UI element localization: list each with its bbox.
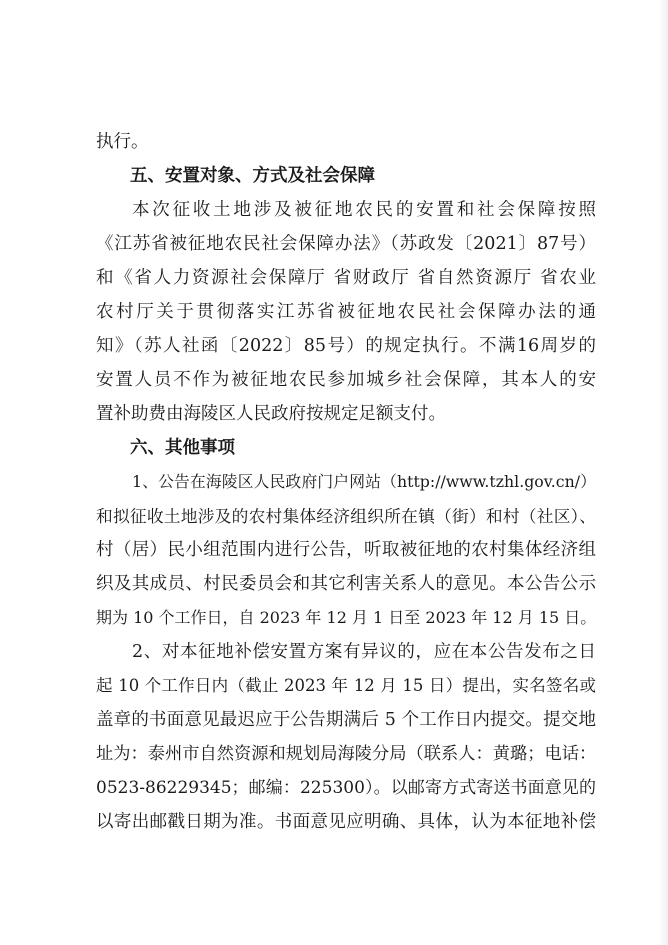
paragraph-line: 知》（苏人社函〔2022〕85号）的规定执行。不满16周岁的 bbox=[96, 336, 596, 356]
paragraph-line: 本次征收土地涉及被征地农民的安置和社会保障按照 bbox=[132, 200, 596, 220]
paragraph-line: 0523-86229345；邮编：225300）。以邮寄方式寄送书面意见的 bbox=[96, 778, 596, 798]
text-line-continuation: 执行。 bbox=[96, 132, 149, 152]
paragraph-line: 2、对本征地补偿安置方案有异议的，应在本公告发布之日 bbox=[132, 642, 596, 662]
paragraph-line: 起 10 个工作日内（截止 2023 年 12 月 15 日）提出，实名签名或 bbox=[96, 676, 596, 695]
page-edge-shadow bbox=[658, 0, 668, 945]
paragraph-line: 址为：泰州市自然资源和规划局海陵分局（联系人：黄璐；电话： bbox=[96, 744, 596, 764]
section-heading-6: 六、其他事项 bbox=[130, 438, 235, 458]
paragraph-line: 和《省人力资源社会保障厅 省财政厅 省自然资源厅 省农业 bbox=[96, 268, 596, 288]
paragraph-line: 安置人员不作为被征地农民参加城乡社会保障，其本人的安 bbox=[96, 370, 596, 390]
paragraph-line: 期为 10 个工作日，自 2023 年 12 月 1 日至 2023 年 12 月 15 日。 bbox=[96, 608, 596, 627]
paragraph-line: 置补助费由海陵区人民政府按规定足额支付。 bbox=[96, 404, 446, 424]
paragraph-line: 盖章的书面意见最迟应于公告期满后 5 个工作日内提交。提交地 bbox=[96, 710, 596, 730]
paragraph-line: 《江苏省被征地农民社会保障办法》（苏政发〔2021〕87号） bbox=[96, 234, 596, 254]
paragraph-line: 织及其成员、村民委员会和其它利害关系人的意见。本公告公示 bbox=[96, 574, 596, 594]
paragraph-line: 以寄出邮戳日期为准。书面意见应明确、具体，认为本征地补偿 bbox=[96, 812, 596, 832]
paragraph-line: 村（居）民小组范围内进行公告，听取被征地的农村集体经济组 bbox=[96, 540, 596, 560]
paragraph-line: 农村厅关于贯彻落实江苏省被征地农民社会保障办法的通 bbox=[96, 302, 596, 322]
paragraph-line: 1、公告在海陵区人民政府门户网站（http://www.tzhl.gov.cn/） bbox=[132, 472, 596, 491]
paragraph-line: 和拟征收土地涉及的农村集体经济组织所在镇（街）和村（社区）、 bbox=[96, 506, 596, 526]
section-heading-5: 五、安置对象、方式及社会保障 bbox=[130, 166, 375, 186]
